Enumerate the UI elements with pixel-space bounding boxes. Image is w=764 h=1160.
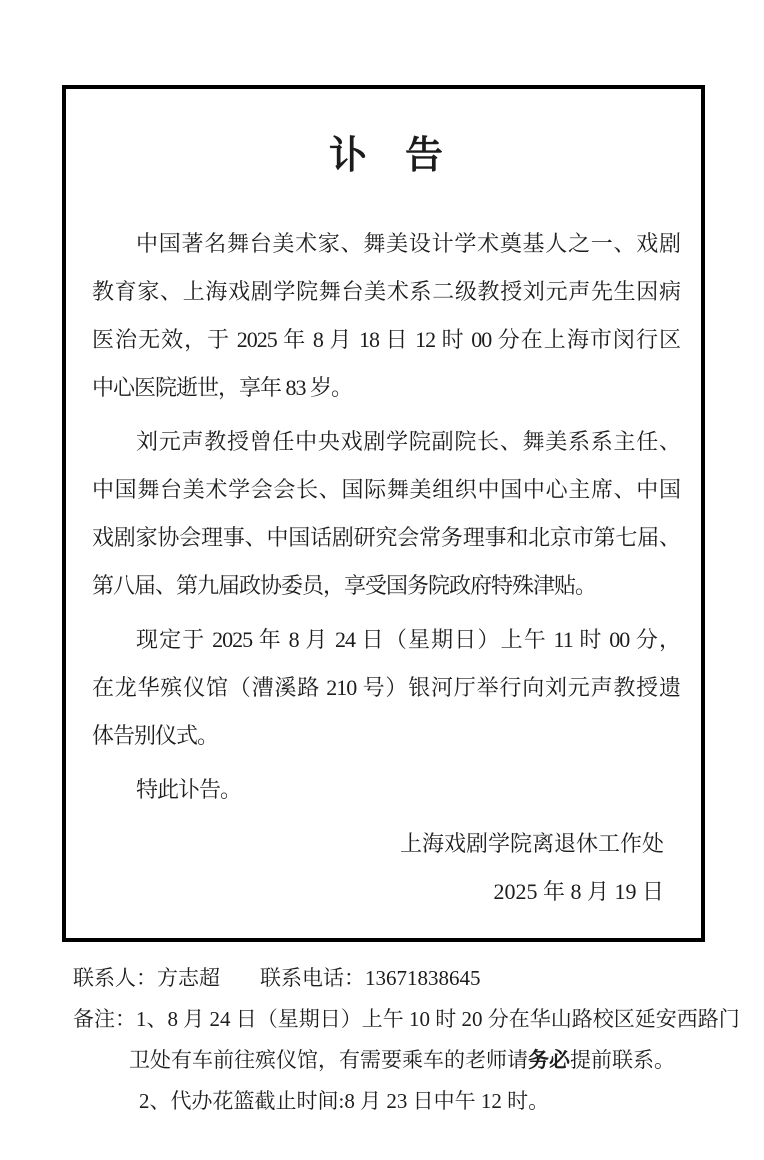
remark-emphasis: 务必 <box>528 1048 570 1072</box>
notice-body <box>92 220 680 916</box>
contact-line <box>73 958 740 999</box>
remark-line-2-tail: 提前联系。 <box>570 1048 675 1072</box>
signature-date: 2025 年 8 月 19 日 <box>493 879 664 904</box>
signature-organization: 上海戏剧学院离退休工作处 <box>399 831 664 856</box>
notice-line: 第八届、第九届政协委员，享受国务院政府特殊津贴。 <box>92 573 597 598</box>
notice-line: 戏剧家协会理事、中国话剧研究会常务理事和北京市第七届、 <box>92 525 680 550</box>
remark-line-2 <box>73 1040 740 1081</box>
remark-line-1: 备注：1、8 月 24 日（星期日）上午 10 时 20 分在华山路校区延安西路门 <box>73 1007 740 1031</box>
notice-line: 中国舞台美术学会会长、国际舞美组织中国中心主席、中国 <box>92 477 680 502</box>
notice-closing-line: 特此讣告。 <box>136 777 242 802</box>
notice-line: 医治无效，于 2025 年 8 月 18 日 12 时 00 分在上海市闵行区 <box>92 327 680 352</box>
notice-title: 讣 告 <box>328 135 443 177</box>
notice-line: 体告别仪式。 <box>92 723 219 748</box>
notice-line: 在龙华殡仪馆（漕溪路 210 号）银河厅举行向刘元声教授遗 <box>92 675 680 700</box>
notice-line: 中心医院逝世，享年 83 岁。 <box>92 375 353 400</box>
notice-line: 现定于 2025 年 8 月 24 日（星期日）上午 11 时 00 分， <box>136 627 680 652</box>
notice-line: 刘元声教授曾任中央戏剧学院副院长、舞美系系主任、 <box>136 429 680 454</box>
notice-border-box <box>62 85 705 942</box>
remark-line-3: 2、代办花篮截止时间:8 月 23 日中午 12 时。 <box>139 1089 550 1113</box>
notice-line: 教育家、上海戏剧学院舞台美术系二级教授刘元声先生因病 <box>92 279 680 304</box>
contact-phone: 联系电话：13671838645 <box>260 966 481 990</box>
contact-person: 联系人：方志超 <box>73 966 220 990</box>
notice-line: 中国著名舞台美术家、舞美设计学术奠基人之一、戏剧 <box>136 231 680 256</box>
remark-line-2-text: 卫处有车前往殡仪馆，有需要乘车的老师请 <box>129 1048 528 1072</box>
footer-notes <box>73 958 740 1122</box>
